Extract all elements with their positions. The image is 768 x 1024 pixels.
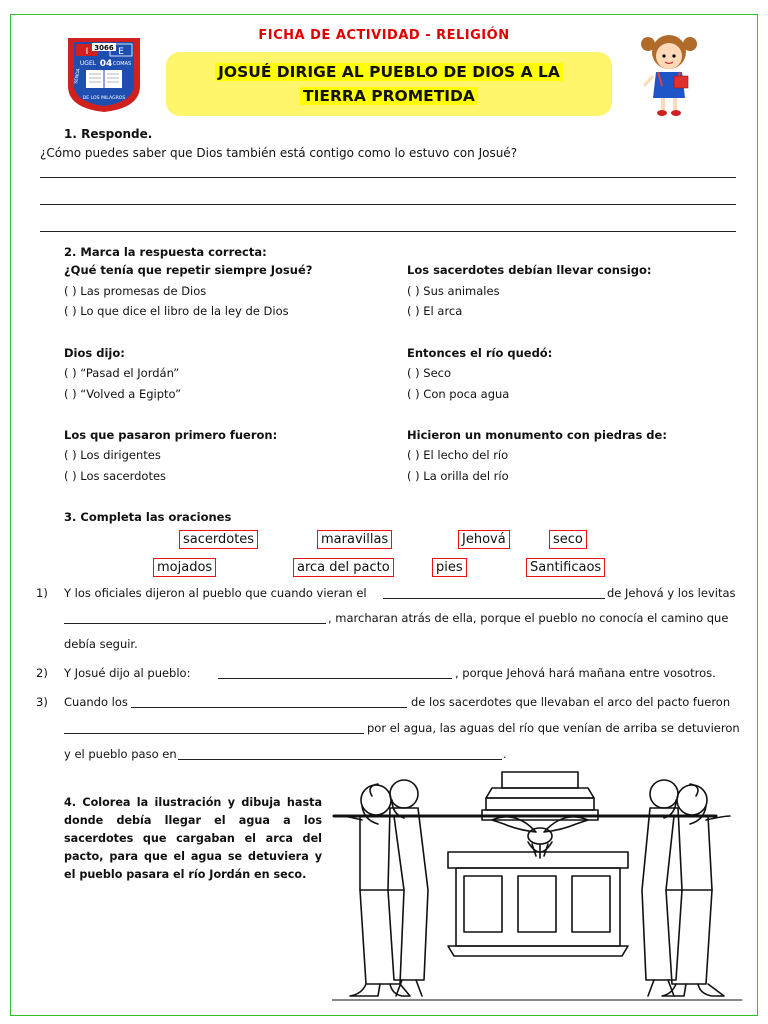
svg-text:SENDA: SENDA <box>74 68 82 85</box>
fill-blank[interactable] <box>131 707 407 708</box>
word-bank-item: maravillas <box>317 530 392 549</box>
sentence-text: Y Josué dijo al pueblo: <box>64 666 191 680</box>
sentence-text: Cuando los <box>64 695 128 709</box>
fill-blank[interactable] <box>218 678 452 679</box>
question-title: Entonces el río quedó: <box>407 346 553 360</box>
svg-text:UGEL: UGEL <box>79 60 97 67</box>
answer-line[interactable] <box>40 231 736 232</box>
fill-blank[interactable] <box>383 598 605 599</box>
sentence-text: . <box>503 747 507 761</box>
word-bank-item: mojados <box>153 558 216 577</box>
item-number: 1) <box>36 586 48 600</box>
word-bank-item: seco <box>549 530 587 549</box>
answer-option[interactable]: ( ) La orilla del río <box>407 469 509 483</box>
word-bank-item: pies <box>432 558 467 577</box>
answer-option[interactable]: ( ) El lecho del río <box>407 448 509 462</box>
girl-illustration <box>630 28 708 120</box>
sentence-text: de Jehová y los levitas <box>607 586 736 600</box>
word-bank-item: sacerdotes <box>179 530 258 549</box>
answer-option[interactable]: ( ) “Pasad el Jordán” <box>64 366 180 380</box>
section2-heading: 2. Marca la respuesta correcta: <box>64 245 267 259</box>
word-bank-item: Jehová <box>458 530 510 549</box>
answer-option[interactable]: ( ) Los dirigentes <box>64 448 161 462</box>
item-number: 2) <box>36 666 48 680</box>
answer-option[interactable]: ( ) Los sacerdotes <box>64 469 167 483</box>
question-title: Hicieron un monumento con piedras de: <box>407 428 667 442</box>
sentence-text: por el agua, las aguas del río que venían de arriba se detuvieron <box>367 721 740 735</box>
fill-blank[interactable] <box>64 733 364 734</box>
sentence-text: de los sacerdotes que llevaban el arco del pacto fueron <box>411 695 731 709</box>
section1-question: ¿Cómo puedes saber que Dios también está contigo como lo estuvo con Josué? <box>40 146 518 160</box>
svg-text:I: I <box>85 47 89 57</box>
sentence-text: Y los oficiales dijeron al pueblo que cuando vieran el <box>64 586 367 600</box>
answer-option[interactable]: ( ) Seco <box>407 366 452 380</box>
section4-instructions: 4. Colorea la ilustración y dibuja hasta donde debía llegar el agua a los sacerdotes que cargaban el arca del pacto, para que el agua se detuviera y el pueblo pasara el río Jordán en seco. <box>64 796 322 881</box>
answer-option[interactable]: ( ) El arca <box>407 304 463 318</box>
svg-text:DE LOS MILAGROS: DE LOS MILAGROS <box>82 96 126 101</box>
main-title: JOSUÉ DIRIGE AL PUEBLO DE DIOS A LA TIERRA PROMETIDA <box>180 60 598 108</box>
sentence-text: debía seguir. <box>64 637 138 651</box>
word-bank-item: Santificaos <box>526 558 605 577</box>
fill-blank[interactable] <box>178 759 502 760</box>
word-bank-item: arca del pacto <box>293 558 394 577</box>
sentence-text: y el pueblo paso en <box>64 747 177 761</box>
question-title: Dios dijo: <box>64 346 125 360</box>
answer-line[interactable] <box>40 177 736 178</box>
logo-number: 3066 <box>94 44 114 52</box>
fill-blank[interactable] <box>64 623 326 624</box>
answer-option[interactable]: ( ) “Volved a Egipto” <box>64 387 182 401</box>
sentence-text: , porque Jehová hará mañana entre vosotros. <box>455 666 716 680</box>
answer-option[interactable]: ( ) Lo que dice el libro de la ley de Dios <box>64 304 289 318</box>
section1-heading: 1. Responde. <box>64 127 153 141</box>
sentence-text: , marcharan atrás de ella, porque el pueblo no conocía el camino que <box>328 611 729 625</box>
answer-option[interactable]: ( ) Con poca agua <box>407 387 510 401</box>
answer-option[interactable]: ( ) Sus animales <box>407 284 500 298</box>
svg-text:E: E <box>118 47 124 57</box>
question-title: Los sacerdotes debían llevar consigo: <box>407 263 652 277</box>
svg-text:COMAS: COMAS <box>112 61 132 67</box>
section3-heading: 3. Completa las oraciones <box>64 510 232 524</box>
item-number: 3) <box>36 695 48 709</box>
question-title: Los que pasaron primero fueron: <box>64 428 278 442</box>
answer-option[interactable]: ( ) Las promesas de Dios <box>64 284 207 298</box>
answer-line[interactable] <box>40 204 736 205</box>
svg-text:04: 04 <box>99 59 113 69</box>
ark-of-covenant-illustration[interactable] <box>332 770 744 1002</box>
question-title: ¿Qué tenía que repetir siempre Josué? <box>64 263 313 277</box>
worksheet-header: FICHA DE ACTIVIDAD - RELIGIÓN <box>258 28 510 43</box>
school-logo <box>64 34 144 114</box>
